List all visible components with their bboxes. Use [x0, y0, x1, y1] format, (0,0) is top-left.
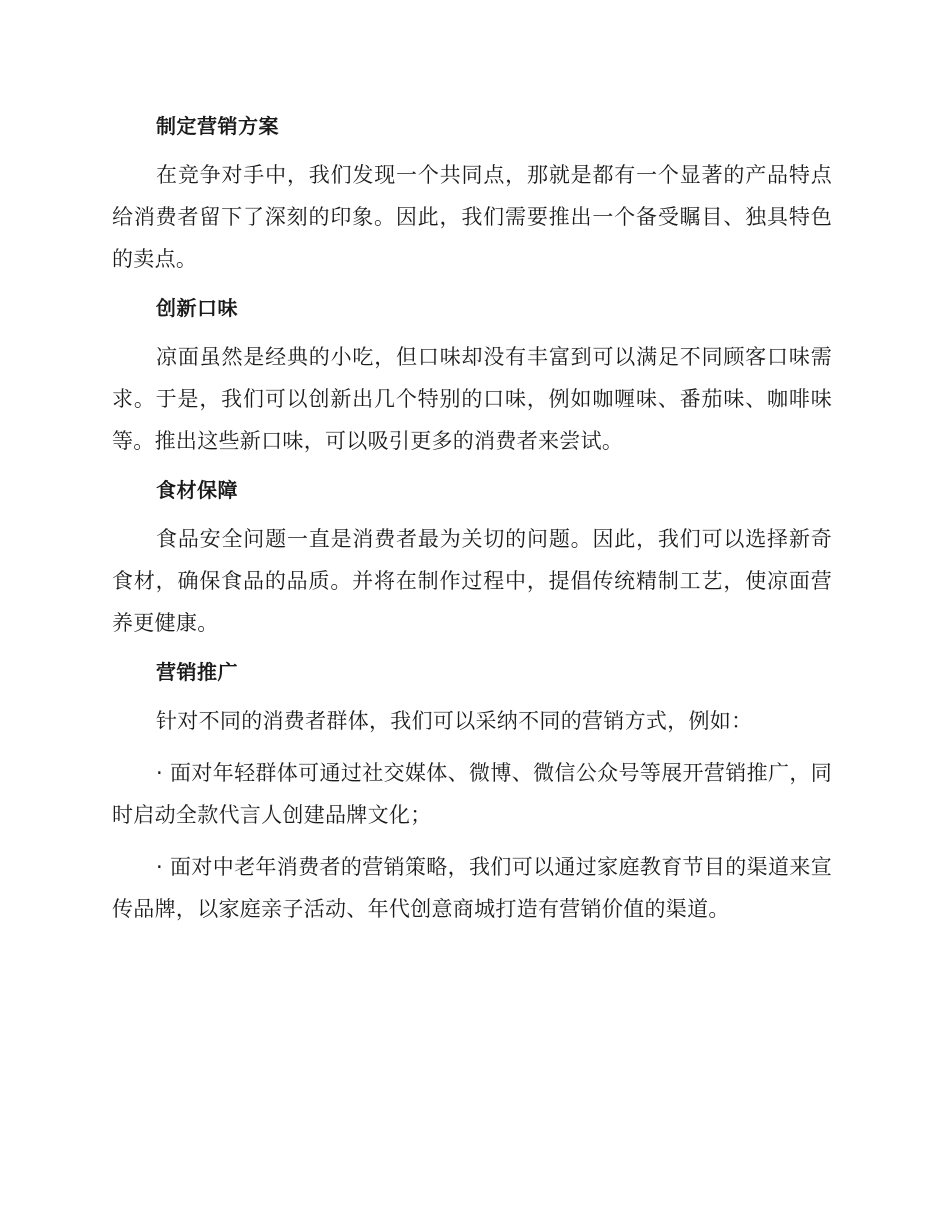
section-heading-innovative-flavors: 创新口味	[156, 296, 238, 320]
paragraph-marketing-promotion: 针对不同的消费者群体，我们可以采纳不同的营销方式，例如：	[156, 709, 753, 733]
paragraph-marketing-plan: 在竞争对手中，我们发现一个共同点，那就是都有一个显著的产品特点给消费者留下了深刻的印象。因此，我们需要推出一个备受瞩目、独具特色的卖点。	[112, 163, 832, 271]
paragraph-innovative-flavors: 凉面虽然是经典的小吃，但口味却没有丰富到可以满足不同顾客口味需求。于是，我们可以创新出几个特别的口味，例如咖喱味、番茄味、咖啡味等。推出这些新口味，可以吸引更多的消费者来尝试。	[112, 345, 832, 453]
bullet-item-young-audience: · 面对年轻群体可通过社交媒体、微博、微信公众号等展开营销推广，同时启动全款代言人创建品牌文化；	[112, 761, 832, 827]
section-heading-marketing-promotion: 营销推广	[156, 660, 238, 684]
section-heading-ingredient-guarantee: 食材保障	[156, 478, 238, 502]
paragraph-ingredient-guarantee: 食品安全问题一直是消费者最为关切的问题。因此，我们可以选择新奇食材，确保食品的品质。并将在制作过程中，提倡传统精制工艺，使凉面营养更健康。	[112, 527, 832, 635]
bullet-item-senior-audience: · 面对中老年消费者的营销策略，我们可以通过家庭教育节目的渠道来宣传品牌，以家庭亲子活动、年代创意商城打造有营销价值的渠道。	[112, 855, 832, 921]
section-heading-marketing-plan: 制定营销方案	[156, 114, 279, 138]
document-body	[112, 108, 832, 940]
